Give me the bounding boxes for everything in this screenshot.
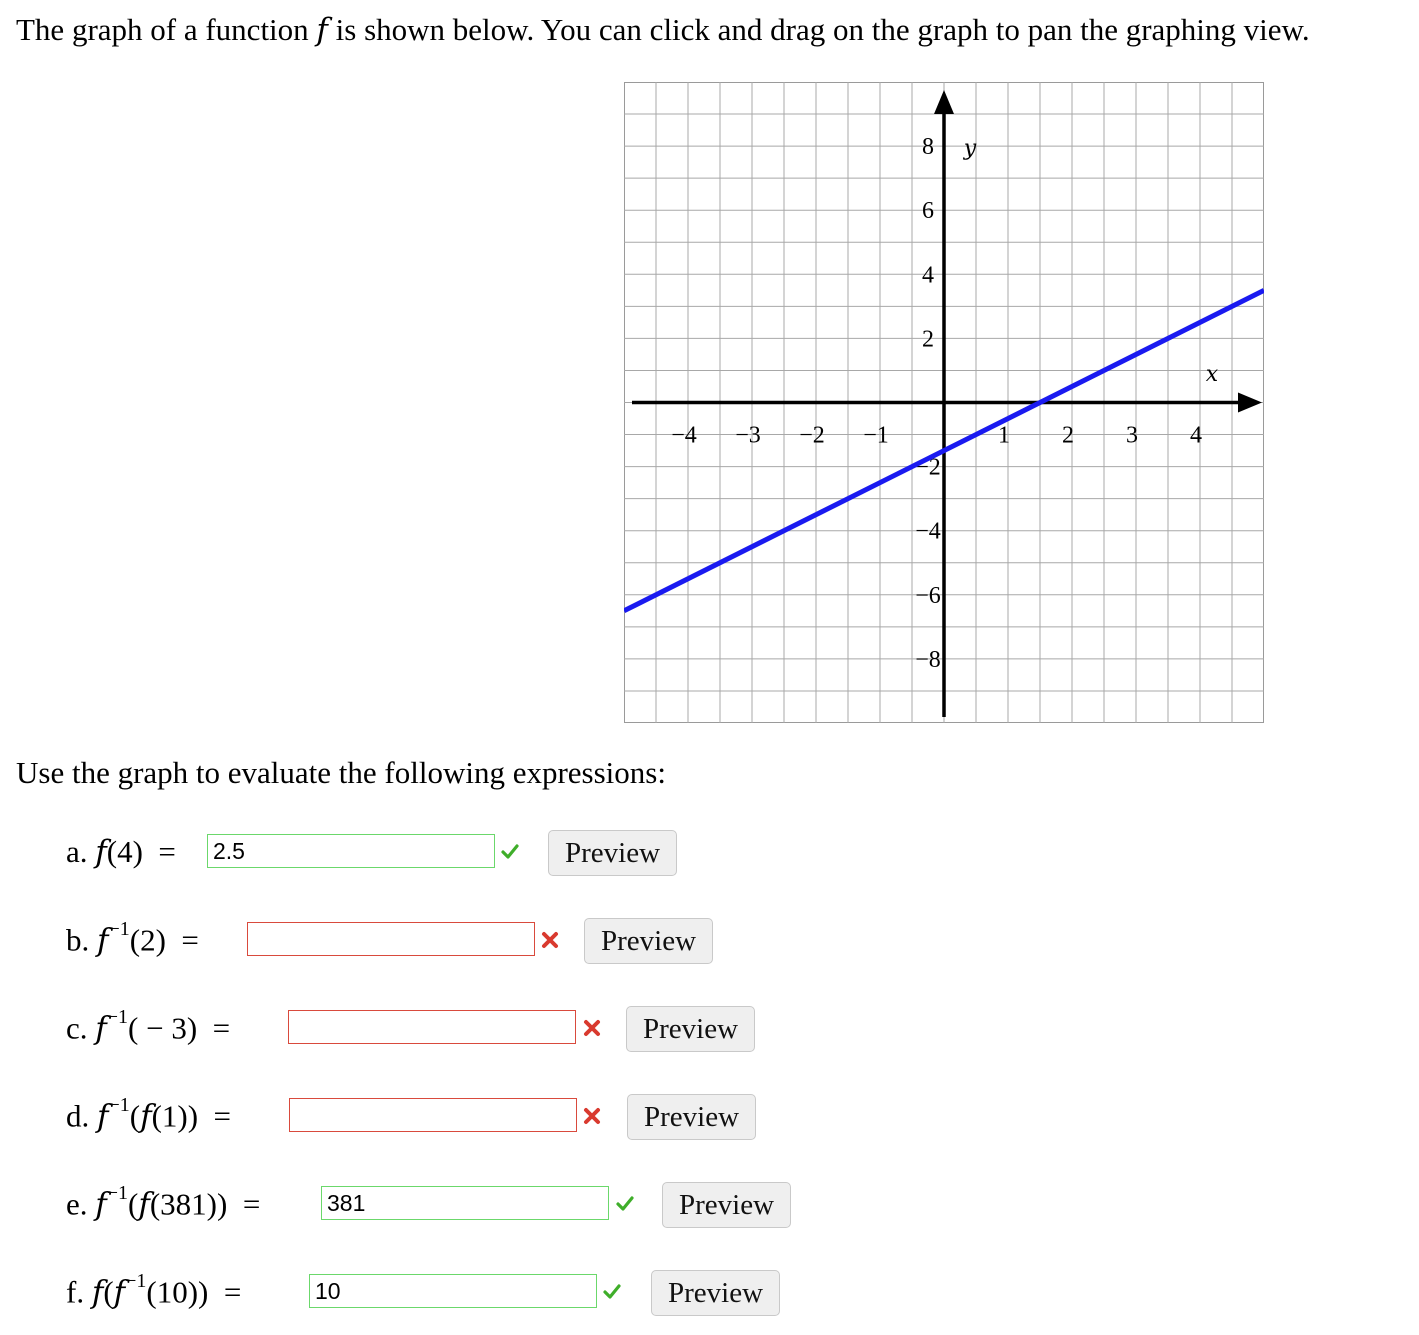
question-a-label: a. f(4) = — [66, 834, 176, 870]
y-tick-label: 2 — [922, 326, 934, 353]
y-tick-label: −6 — [915, 582, 941, 609]
question-c-label: c. $f^{-1}( - 3)$ = — [66, 1006, 231, 1047]
cross-icon — [582, 1106, 602, 1126]
y-tick-label: −8 — [915, 646, 941, 673]
preview-button-c[interactable]: Preview — [626, 1006, 755, 1052]
question-c — [66, 1006, 806, 1054]
function-graph[interactable] — [624, 82, 1264, 723]
question-f — [66, 1270, 846, 1318]
function-symbol: f — [316, 12, 328, 48]
question-b-label: b. $f^{-1}(2)$ = — [66, 918, 199, 959]
preview-button-b[interactable]: Preview — [584, 918, 713, 964]
preview-button-e[interactable]: Preview — [662, 1182, 791, 1228]
question-d — [66, 1094, 806, 1142]
y-tick-label: 6 — [922, 198, 934, 225]
check-icon — [602, 1282, 622, 1302]
x-tick-label: 1 — [998, 422, 1010, 449]
preview-button-f[interactable]: Preview — [651, 1270, 780, 1316]
question-e — [66, 1182, 846, 1230]
y-tick-label: −2 — [915, 454, 941, 481]
cross-icon — [540, 930, 560, 950]
check-icon — [615, 1194, 635, 1214]
question-a — [66, 830, 706, 878]
answer-input-f[interactable] — [309, 1274, 597, 1308]
x-tick-label: 4 — [1190, 422, 1202, 449]
answer-input-e[interactable] — [321, 1186, 609, 1220]
y-axis-label: y — [963, 136, 977, 161]
x-tick-label: 2 — [1062, 422, 1074, 449]
y-tick-label: 8 — [922, 134, 934, 161]
question-e-label: e. $f^{-1}(f(381))$ = — [66, 1182, 261, 1223]
x-tick-label: −3 — [735, 422, 761, 449]
preview-button-a[interactable]: Preview — [548, 830, 677, 876]
question-d-label: d. $f^{-1}(f(1))$ = — [66, 1094, 232, 1135]
preview-button-d[interactable]: Preview — [627, 1094, 756, 1140]
y-tick-label: 4 — [922, 262, 934, 289]
answer-input-a[interactable] — [207, 834, 495, 868]
y-tick-label: −4 — [915, 518, 941, 545]
answer-input-d[interactable] — [289, 1098, 577, 1132]
x-tick-label: −1 — [863, 422, 889, 449]
x-tick-label: −2 — [799, 422, 825, 449]
instructions-text: Use the graph to evaluate the following expressions: — [16, 755, 666, 790]
question-b — [66, 918, 766, 966]
x-tick-label: −4 — [671, 422, 697, 449]
x-axis-label: x — [1205, 362, 1219, 387]
answer-input-c[interactable] — [288, 1010, 576, 1044]
x-tick-label: 3 — [1126, 422, 1138, 449]
question-f-label: f. $f(f^{-1}(10))$ = — [66, 1270, 242, 1311]
cross-icon — [582, 1018, 602, 1038]
intro-text: The graph of a function f is shown below. You can click and drag on the graph to pan the graphing view. — [16, 12, 1310, 48]
check-icon — [500, 842, 520, 862]
answer-input-b[interactable] — [247, 922, 535, 956]
